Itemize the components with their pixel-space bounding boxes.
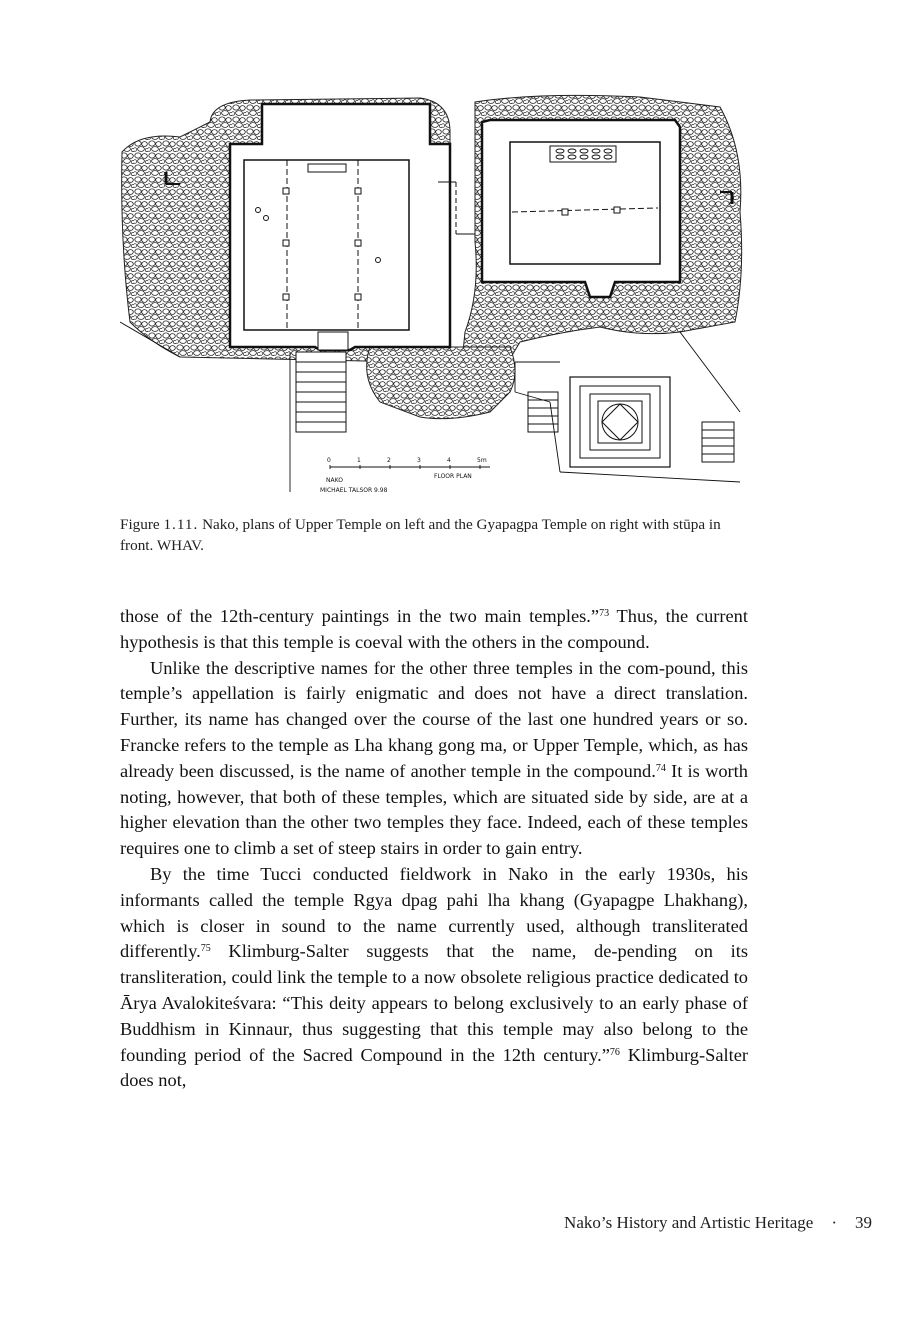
scale-label: 2 <box>387 457 391 464</box>
caption-prefix: Figure <box>120 516 164 533</box>
caption-text: Nako, plans of Upper Temple on left and the Gyapagpa Temple on right with stūpa in front. WHAV. <box>120 516 721 554</box>
paragraph: Unlike the descriptive names for the other three temples in the com-pound, this temple’s appellation is fairly enigmatic and does not have a direct translation. Further, its name has changed over the course of the last one hundred years or so. Francke refers to the temple as Lha khang gong ma, or Upper Temple, which, as has already been discussed, is the name of another temple in the compound.$^{74}$ It is worth noting, however, that both of these temples, which are situated side by side, are at a higher elevation than the other two temples they face. Indeed, each of these temples requires one to climb a set of steep stairs in order to gain entry. <box>120 657 748 859</box>
scale-label: 3 <box>417 457 421 464</box>
page-footer <box>564 1213 872 1233</box>
footnote-ref: 75 <box>200 943 211 955</box>
plan-label: FLOOR PLAN <box>434 473 472 480</box>
floor-plan-figure <box>120 92 750 502</box>
author-label: MICHAEL TALSOR 9.98 <box>320 487 388 494</box>
footnote-ref: 74 <box>655 762 666 774</box>
stairs-left <box>296 352 346 432</box>
running-title: Nako’s History and Artistic Heritage <box>564 1213 814 1232</box>
rubble-middle <box>367 347 515 419</box>
scale-label: 0 <box>327 457 331 464</box>
body-text <box>120 604 748 1094</box>
page-number: 39 <box>855 1213 872 1232</box>
stupa-plan <box>528 377 734 467</box>
paragraph: those of the 12th-century paintings in the two main temples.”$^{73}$ Thus, the current hypothesis is that this temple is coeval with the others in the compound. <box>120 606 748 652</box>
scale-label: 5m <box>477 457 487 464</box>
figure-caption <box>120 514 750 556</box>
footnote-ref: 76 <box>609 1046 620 1058</box>
paragraph: By the time Tucci conducted fieldwork in Nako in the early 1930s, his informants called the temple Rgya dpag pahi lha khang (Gyapagpe Lhakhang), which is closer in sound to the name currently used, although transliterated differently.$^{75}$ Klimburg-Salter suggests that the name, de-pending on its transliteration, could link the temple to a now obsolete religious practice dedicated to Ārya Avalokiteśvara: “This deity appears to belong exclusively to an early phase of Buddhism in Kinnaur, thus suggesting that this temple may also belong to the founding period of the Sacred Compound in the 12th century.”$^{76}$ Klimburg-Salter does not, <box>120 863 748 1091</box>
site-label: NAKO <box>326 477 343 484</box>
scale-label: 1 <box>357 457 361 464</box>
caption-number: 1.11. <box>163 516 199 533</box>
scale-bar <box>330 465 490 469</box>
footnote-ref: 73 <box>599 608 610 619</box>
scale-label: 4 <box>447 457 451 464</box>
footer-separator: · <box>831 1213 837 1232</box>
